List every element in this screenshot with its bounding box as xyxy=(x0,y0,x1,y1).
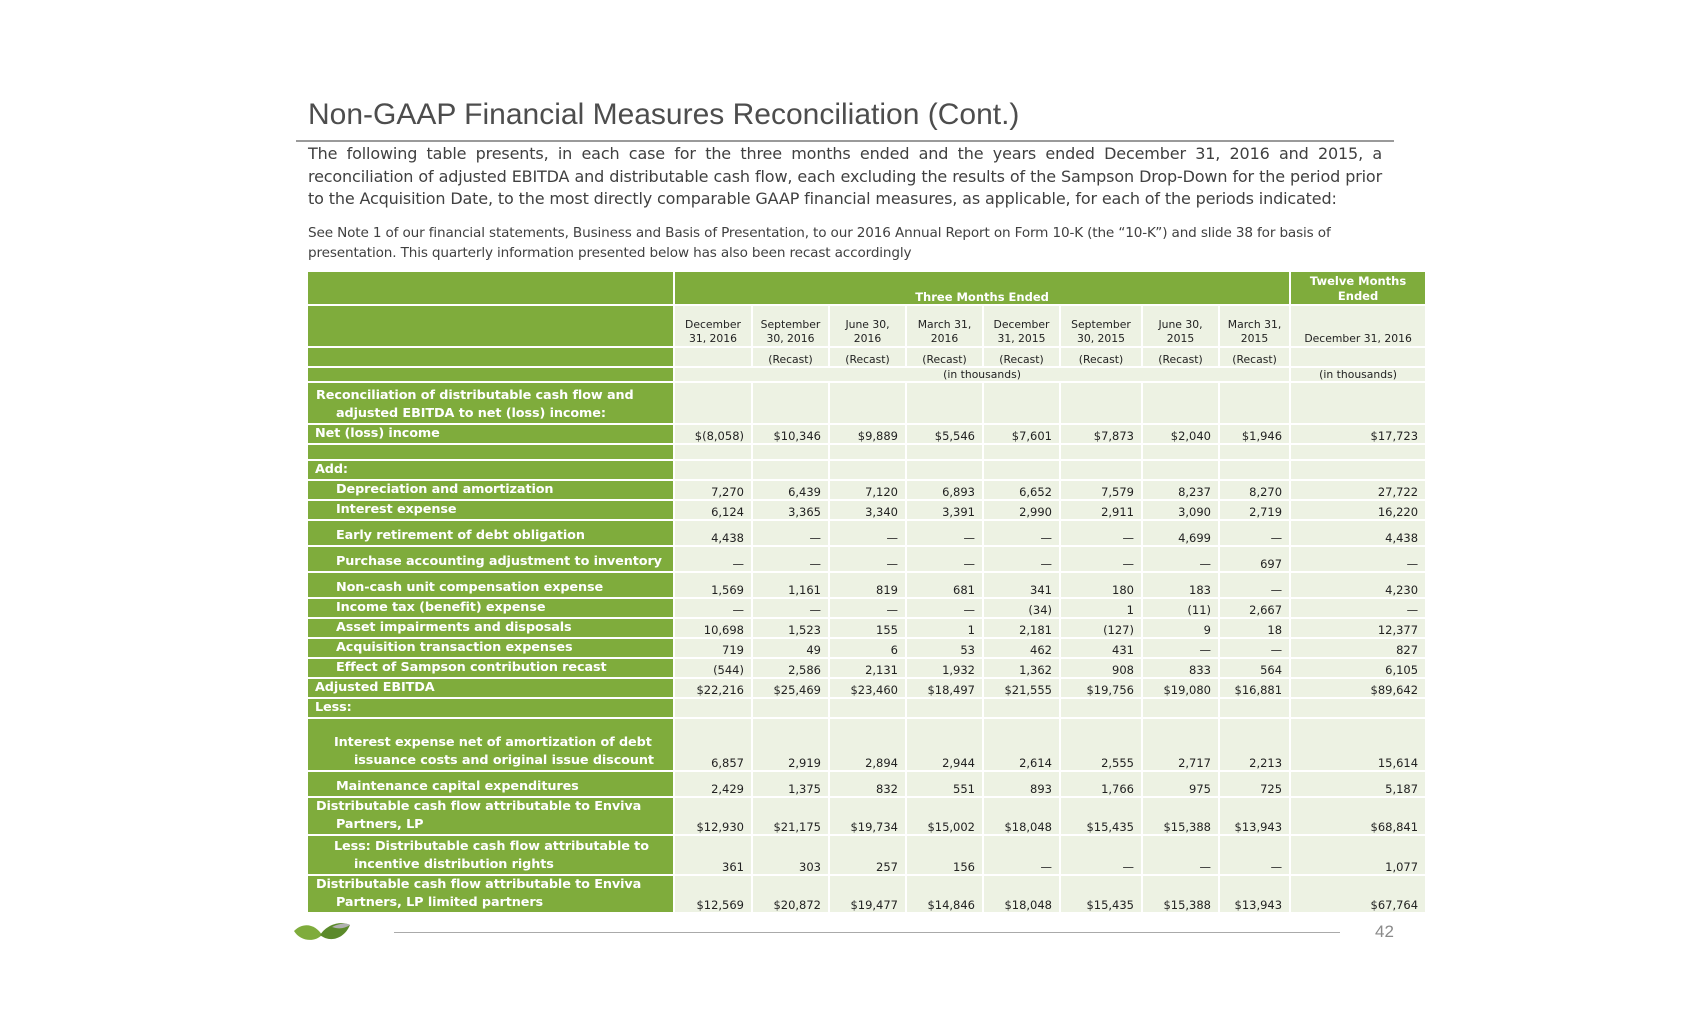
value-cell: $19,080 xyxy=(1142,678,1219,698)
value-cell: $(8,058) xyxy=(674,424,752,444)
value-cell: $15,435 xyxy=(1060,797,1142,835)
twelve-month-value-cell: $17,723 xyxy=(1290,424,1426,444)
value-cell: 4,438 xyxy=(674,520,752,546)
value-cell: 156 xyxy=(906,835,983,875)
table-row xyxy=(307,638,1426,658)
header-blank-cell xyxy=(307,271,674,305)
value-cell: $7,601 xyxy=(983,424,1060,444)
twelve-month-value-cell xyxy=(1290,460,1426,480)
period-header: June 30, 2015 xyxy=(1142,305,1219,347)
recast-label: (Recast) xyxy=(1060,347,1142,367)
value-cell: 303 xyxy=(752,835,829,875)
value-cell: 155 xyxy=(829,618,906,638)
period-header: September 30, 2015 xyxy=(1060,305,1142,347)
value-cell xyxy=(1142,698,1219,718)
recast-label xyxy=(1290,347,1426,367)
value-cell xyxy=(1219,382,1290,424)
twelve-month-value-cell xyxy=(1290,698,1426,718)
value-cell: $12,569 xyxy=(674,875,752,913)
value-cell: $10,346 xyxy=(752,424,829,444)
twelve-months-ended-header: Twelve Months Ended xyxy=(1290,271,1426,305)
value-cell: 3,365 xyxy=(752,500,829,520)
value-cell: 462 xyxy=(983,638,1060,658)
table-row xyxy=(307,658,1426,678)
value-cell: 257 xyxy=(829,835,906,875)
reconciliation-table xyxy=(306,270,1427,914)
value-cell xyxy=(906,444,983,460)
value-cell: $7,873 xyxy=(1060,424,1142,444)
units-row xyxy=(307,367,1426,382)
value-cell: 1,362 xyxy=(983,658,1060,678)
value-cell: — xyxy=(983,546,1060,572)
value-cell: $19,756 xyxy=(1060,678,1142,698)
header-blank-cell xyxy=(307,367,674,382)
value-cell: $16,881 xyxy=(1219,678,1290,698)
value-cell: 2,919 xyxy=(752,718,829,771)
table-row xyxy=(307,797,1426,835)
value-cell xyxy=(1060,460,1142,480)
value-cell: 6,439 xyxy=(752,480,829,500)
value-cell: 908 xyxy=(1060,658,1142,678)
value-cell: $23,460 xyxy=(829,678,906,698)
value-cell: 832 xyxy=(829,771,906,797)
row-label: Purchase accounting adjustment to inventory xyxy=(307,546,674,572)
value-cell: 2,614 xyxy=(983,718,1060,771)
enviva-leaf-logo-icon xyxy=(292,917,352,949)
row-label: Maintenance capital expenditures xyxy=(307,771,674,797)
value-cell: 6,124 xyxy=(674,500,752,520)
table-row xyxy=(307,480,1426,500)
value-cell: $20,872 xyxy=(752,875,829,913)
value-cell: — xyxy=(1060,520,1142,546)
units-label-twelve: (in thousands) xyxy=(1290,367,1426,382)
row-label: Reconciliation of distributable cash flow and adjusted EBITDA to net (loss) income: xyxy=(307,382,674,424)
value-cell: 2,555 xyxy=(1060,718,1142,771)
value-cell: 7,579 xyxy=(1060,480,1142,500)
value-cell: — xyxy=(906,598,983,618)
value-cell: 2,667 xyxy=(1219,598,1290,618)
value-cell: — xyxy=(829,598,906,618)
value-cell xyxy=(1060,382,1142,424)
value-cell: 2,213 xyxy=(1219,718,1290,771)
value-cell: 564 xyxy=(1219,658,1290,678)
value-cell xyxy=(1219,444,1290,460)
value-cell xyxy=(674,460,752,480)
value-cell: $25,469 xyxy=(752,678,829,698)
twelve-month-value-cell: 16,220 xyxy=(1290,500,1426,520)
table-row xyxy=(307,572,1426,598)
value-cell: 681 xyxy=(906,572,983,598)
table-row xyxy=(307,382,1426,424)
twelve-month-value-cell: 6,105 xyxy=(1290,658,1426,678)
value-cell: $19,734 xyxy=(829,797,906,835)
twelve-month-value-cell xyxy=(1290,444,1426,460)
value-cell xyxy=(752,460,829,480)
value-cell xyxy=(674,444,752,460)
twelve-period-header: December 31, 2016 xyxy=(1290,305,1426,347)
value-cell: 7,270 xyxy=(674,480,752,500)
value-cell: 551 xyxy=(906,771,983,797)
footer-divider xyxy=(394,932,1340,933)
value-cell: 1,569 xyxy=(674,572,752,598)
value-cell: $15,388 xyxy=(1142,875,1219,913)
value-cell: 2,586 xyxy=(752,658,829,678)
value-cell: 8,237 xyxy=(1142,480,1219,500)
value-cell: — xyxy=(674,598,752,618)
twelve-month-value-cell: 4,438 xyxy=(1290,520,1426,546)
value-cell xyxy=(752,444,829,460)
value-cell: $18,048 xyxy=(983,875,1060,913)
value-cell xyxy=(1060,698,1142,718)
period-header: September 30, 2016 xyxy=(752,305,829,347)
value-cell: 1 xyxy=(1060,598,1142,618)
value-cell: $18,497 xyxy=(906,678,983,698)
recast-label: (Recast) xyxy=(1142,347,1219,367)
twelve-month-value-cell xyxy=(1290,382,1426,424)
value-cell: 819 xyxy=(829,572,906,598)
row-label: Income tax (benefit) expense xyxy=(307,598,674,618)
row-label: Asset impairments and disposals xyxy=(307,618,674,638)
header-group-row xyxy=(307,271,1426,305)
value-cell xyxy=(906,698,983,718)
value-cell xyxy=(674,382,752,424)
presentation-note: See Note 1 of our financial statements, Business and Basis of Presentation, to our 2016 Annual Report on Form 10-K (the “10-K”) and slide 38 for basis of presentation. This quarterly information presented below has also been recast accordingly xyxy=(308,225,1331,261)
value-cell: 719 xyxy=(674,638,752,658)
table-row xyxy=(307,678,1426,698)
value-cell xyxy=(752,382,829,424)
value-cell: 4,699 xyxy=(1142,520,1219,546)
value-cell: — xyxy=(1219,638,1290,658)
value-cell: $14,846 xyxy=(906,875,983,913)
value-cell: 183 xyxy=(1142,572,1219,598)
twelve-month-value-cell: 12,377 xyxy=(1290,618,1426,638)
value-cell: — xyxy=(983,520,1060,546)
page-title: Non-GAAP Financial Measures Reconciliation (Cont.) xyxy=(308,98,1020,131)
row-label: Less: Distributable cash flow attributable to incentive distribution rights xyxy=(307,835,674,875)
value-cell: (544) xyxy=(674,658,752,678)
value-cell: — xyxy=(1219,520,1290,546)
value-cell: 53 xyxy=(906,638,983,658)
row-label: Distributable cash flow attributable to Enviva Partners, LP xyxy=(307,797,674,835)
table-row xyxy=(307,460,1426,480)
twelve-month-value-cell: $89,642 xyxy=(1290,678,1426,698)
value-cell: — xyxy=(752,520,829,546)
value-cell: — xyxy=(1060,546,1142,572)
value-cell: (34) xyxy=(983,598,1060,618)
period-header-row xyxy=(307,305,1426,347)
value-cell: 2,944 xyxy=(906,718,983,771)
value-cell: 833 xyxy=(1142,658,1219,678)
row-label: Early retirement of debt obligation xyxy=(307,520,674,546)
value-cell: 6 xyxy=(829,638,906,658)
twelve-month-value-cell: $67,764 xyxy=(1290,875,1426,913)
period-header: December 31, 2016 xyxy=(674,305,752,347)
value-cell xyxy=(1219,698,1290,718)
table-row xyxy=(307,718,1426,771)
value-cell: 893 xyxy=(983,771,1060,797)
value-cell: 1,523 xyxy=(752,618,829,638)
recast-label: (Recast) xyxy=(752,347,829,367)
row-label: Less: xyxy=(307,698,674,718)
row-label: Non-cash unit compensation expense xyxy=(307,572,674,598)
value-cell: 180 xyxy=(1060,572,1142,598)
table-row xyxy=(307,698,1426,718)
value-cell: 2,894 xyxy=(829,718,906,771)
row-label: Add: xyxy=(307,460,674,480)
row-label: Adjusted EBITDA xyxy=(307,678,674,698)
value-cell: — xyxy=(829,520,906,546)
value-cell: 1,932 xyxy=(906,658,983,678)
value-cell xyxy=(1142,444,1219,460)
value-cell: — xyxy=(983,835,1060,875)
value-cell: $21,175 xyxy=(752,797,829,835)
value-cell: — xyxy=(752,546,829,572)
value-cell xyxy=(983,698,1060,718)
twelve-month-value-cell: 4,230 xyxy=(1290,572,1426,598)
twelve-month-value-cell: 15,614 xyxy=(1290,718,1426,771)
value-cell: — xyxy=(1142,835,1219,875)
value-cell: 18 xyxy=(1219,618,1290,638)
table-row xyxy=(307,875,1426,913)
value-cell: $12,930 xyxy=(674,797,752,835)
value-cell: 6,857 xyxy=(674,718,752,771)
table-row xyxy=(307,500,1426,520)
value-cell: $15,388 xyxy=(1142,797,1219,835)
value-cell: 341 xyxy=(983,572,1060,598)
period-header: December 31, 2015 xyxy=(983,305,1060,347)
value-cell: (127) xyxy=(1060,618,1142,638)
value-cell: — xyxy=(752,598,829,618)
value-cell: 2,181 xyxy=(983,618,1060,638)
value-cell: 3,391 xyxy=(906,500,983,520)
period-header: June 30, 2016 xyxy=(829,305,906,347)
value-cell: — xyxy=(1060,835,1142,875)
value-cell: $19,477 xyxy=(829,875,906,913)
value-cell xyxy=(983,382,1060,424)
twelve-month-value-cell: 1,077 xyxy=(1290,835,1426,875)
recast-label: (Recast) xyxy=(906,347,983,367)
value-cell xyxy=(829,460,906,480)
header-blank-cell xyxy=(307,305,674,347)
twelve-month-value-cell: — xyxy=(1290,598,1426,618)
table-row xyxy=(307,771,1426,797)
twelve-month-value-cell: $68,841 xyxy=(1290,797,1426,835)
value-cell xyxy=(752,698,829,718)
value-cell: $13,943 xyxy=(1219,797,1290,835)
table-row xyxy=(307,618,1426,638)
value-cell: 975 xyxy=(1142,771,1219,797)
value-cell: $5,546 xyxy=(906,424,983,444)
value-cell: $1,946 xyxy=(1219,424,1290,444)
value-cell: 1,766 xyxy=(1060,771,1142,797)
value-cell xyxy=(906,382,983,424)
value-cell: 9 xyxy=(1142,618,1219,638)
value-cell: 1,161 xyxy=(752,572,829,598)
value-cell xyxy=(1142,382,1219,424)
value-cell: — xyxy=(1142,638,1219,658)
value-cell: — xyxy=(674,546,752,572)
twelve-month-value-cell: 27,722 xyxy=(1290,480,1426,500)
row-label: Acquisition transaction expenses xyxy=(307,638,674,658)
table-row xyxy=(307,546,1426,572)
table-row xyxy=(307,520,1426,546)
value-cell: 2,717 xyxy=(1142,718,1219,771)
value-cell: $13,943 xyxy=(1219,875,1290,913)
intro-paragraph: The following table presents, in each case for the three months ended and the years ended December 31, 2016 and 2015, a reconciliation of adjusted EBITDA and distributable cash flow, each excluding the results of the Sampson Drop-Down for the period prior to the Acquisition Date, to the most directly comparable GAAP financial measures, as applicable, for each of the periods indicated: xyxy=(308,144,1382,208)
recast-label xyxy=(674,347,752,367)
units-label: (in thousands) xyxy=(674,367,1290,382)
table-row xyxy=(307,424,1426,444)
value-cell xyxy=(983,460,1060,480)
value-cell: 1 xyxy=(906,618,983,638)
twelve-month-value-cell: — xyxy=(1290,546,1426,572)
value-cell: 2,990 xyxy=(983,500,1060,520)
value-cell: 431 xyxy=(1060,638,1142,658)
value-cell: — xyxy=(1142,546,1219,572)
value-cell: $15,435 xyxy=(1060,875,1142,913)
value-cell: $9,889 xyxy=(829,424,906,444)
value-cell: 10,698 xyxy=(674,618,752,638)
twelve-month-value-cell: 5,187 xyxy=(1290,771,1426,797)
recast-label: (Recast) xyxy=(983,347,1060,367)
value-cell xyxy=(1219,460,1290,480)
value-cell: 2,719 xyxy=(1219,500,1290,520)
value-cell: 7,120 xyxy=(829,480,906,500)
value-cell: 697 xyxy=(1219,546,1290,572)
value-cell: 6,652 xyxy=(983,480,1060,500)
row-label xyxy=(307,444,674,460)
value-cell: 1,375 xyxy=(752,771,829,797)
three-months-ended-header: Three Months Ended xyxy=(674,271,1290,305)
row-label: Interest expense net of amortization of debt issuance costs and original issue discount xyxy=(307,718,674,771)
table-row xyxy=(307,444,1426,460)
value-cell xyxy=(674,698,752,718)
value-cell: $2,040 xyxy=(1142,424,1219,444)
value-cell xyxy=(906,460,983,480)
value-cell: $21,555 xyxy=(983,678,1060,698)
value-cell: $15,002 xyxy=(906,797,983,835)
value-cell xyxy=(1060,444,1142,460)
value-cell: $18,048 xyxy=(983,797,1060,835)
title-divider xyxy=(296,140,1394,142)
value-cell: — xyxy=(829,546,906,572)
table-row xyxy=(307,598,1426,618)
recast-row xyxy=(307,347,1426,367)
value-cell xyxy=(829,698,906,718)
value-cell: 725 xyxy=(1219,771,1290,797)
value-cell: 2,911 xyxy=(1060,500,1142,520)
value-cell: 3,340 xyxy=(829,500,906,520)
value-cell xyxy=(983,444,1060,460)
value-cell: 8,270 xyxy=(1219,480,1290,500)
row-label: Depreciation and amortization xyxy=(307,480,674,500)
row-label: Effect of Sampson contribution recast xyxy=(307,658,674,678)
value-cell: 49 xyxy=(752,638,829,658)
row-label: Interest expense xyxy=(307,500,674,520)
header-blank-cell xyxy=(307,347,674,367)
row-label: Net (loss) income xyxy=(307,424,674,444)
value-cell: — xyxy=(906,546,983,572)
value-cell: (11) xyxy=(1142,598,1219,618)
page-number: 42 xyxy=(1375,922,1394,941)
value-cell xyxy=(829,444,906,460)
value-cell: 361 xyxy=(674,835,752,875)
period-header: March 31, 2015 xyxy=(1219,305,1290,347)
value-cell: — xyxy=(1219,835,1290,875)
value-cell: 2,429 xyxy=(674,771,752,797)
value-cell: 6,893 xyxy=(906,480,983,500)
recast-label: (Recast) xyxy=(829,347,906,367)
value-cell: — xyxy=(906,520,983,546)
value-cell: 3,090 xyxy=(1142,500,1219,520)
recast-label: (Recast) xyxy=(1219,347,1290,367)
value-cell: $22,216 xyxy=(674,678,752,698)
value-cell: — xyxy=(1219,572,1290,598)
value-cell: 2,131 xyxy=(829,658,906,678)
row-label: Distributable cash flow attributable to Enviva Partners, LP limited partners xyxy=(307,875,674,913)
period-header: March 31, 2016 xyxy=(906,305,983,347)
value-cell xyxy=(1142,460,1219,480)
twelve-month-value-cell: 827 xyxy=(1290,638,1426,658)
value-cell xyxy=(829,382,906,424)
table-row xyxy=(307,835,1426,875)
